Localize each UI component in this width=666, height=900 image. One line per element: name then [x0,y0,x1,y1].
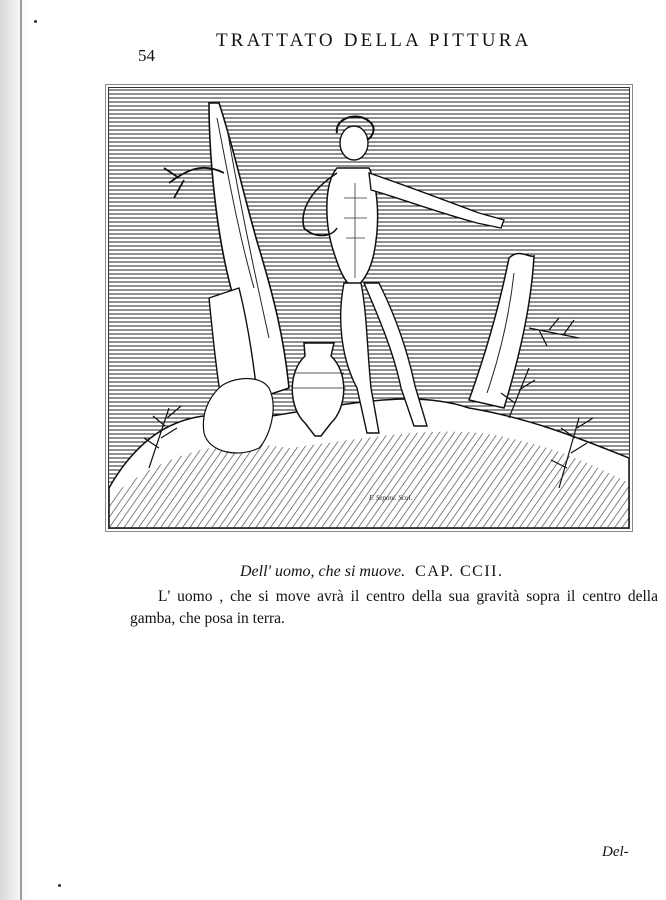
engraver-signature: F. Seponi. Scul. [369,494,413,502]
engraving-illustration [109,88,629,528]
page-gutter [0,0,28,900]
catchword: Del- [602,844,629,860]
chapter-heading [240,563,504,581]
chapter-number: CAP. CCII. [415,563,504,580]
chapter-title: Dell' uomo, che si muove. [240,563,406,580]
figure-head [340,126,368,160]
body-paragraph: L' uomo , che si move avrà il centro della sua gravità sopra il centro della gamba, che posa in terra. [130,588,658,627]
binding-edge [20,0,22,900]
page-speck [34,20,37,23]
engraving-plate [108,87,630,529]
page-number: 54 [138,46,155,65]
running-head: TRATTATO DELLA PITTURA [216,30,532,51]
page-speck [58,884,61,887]
